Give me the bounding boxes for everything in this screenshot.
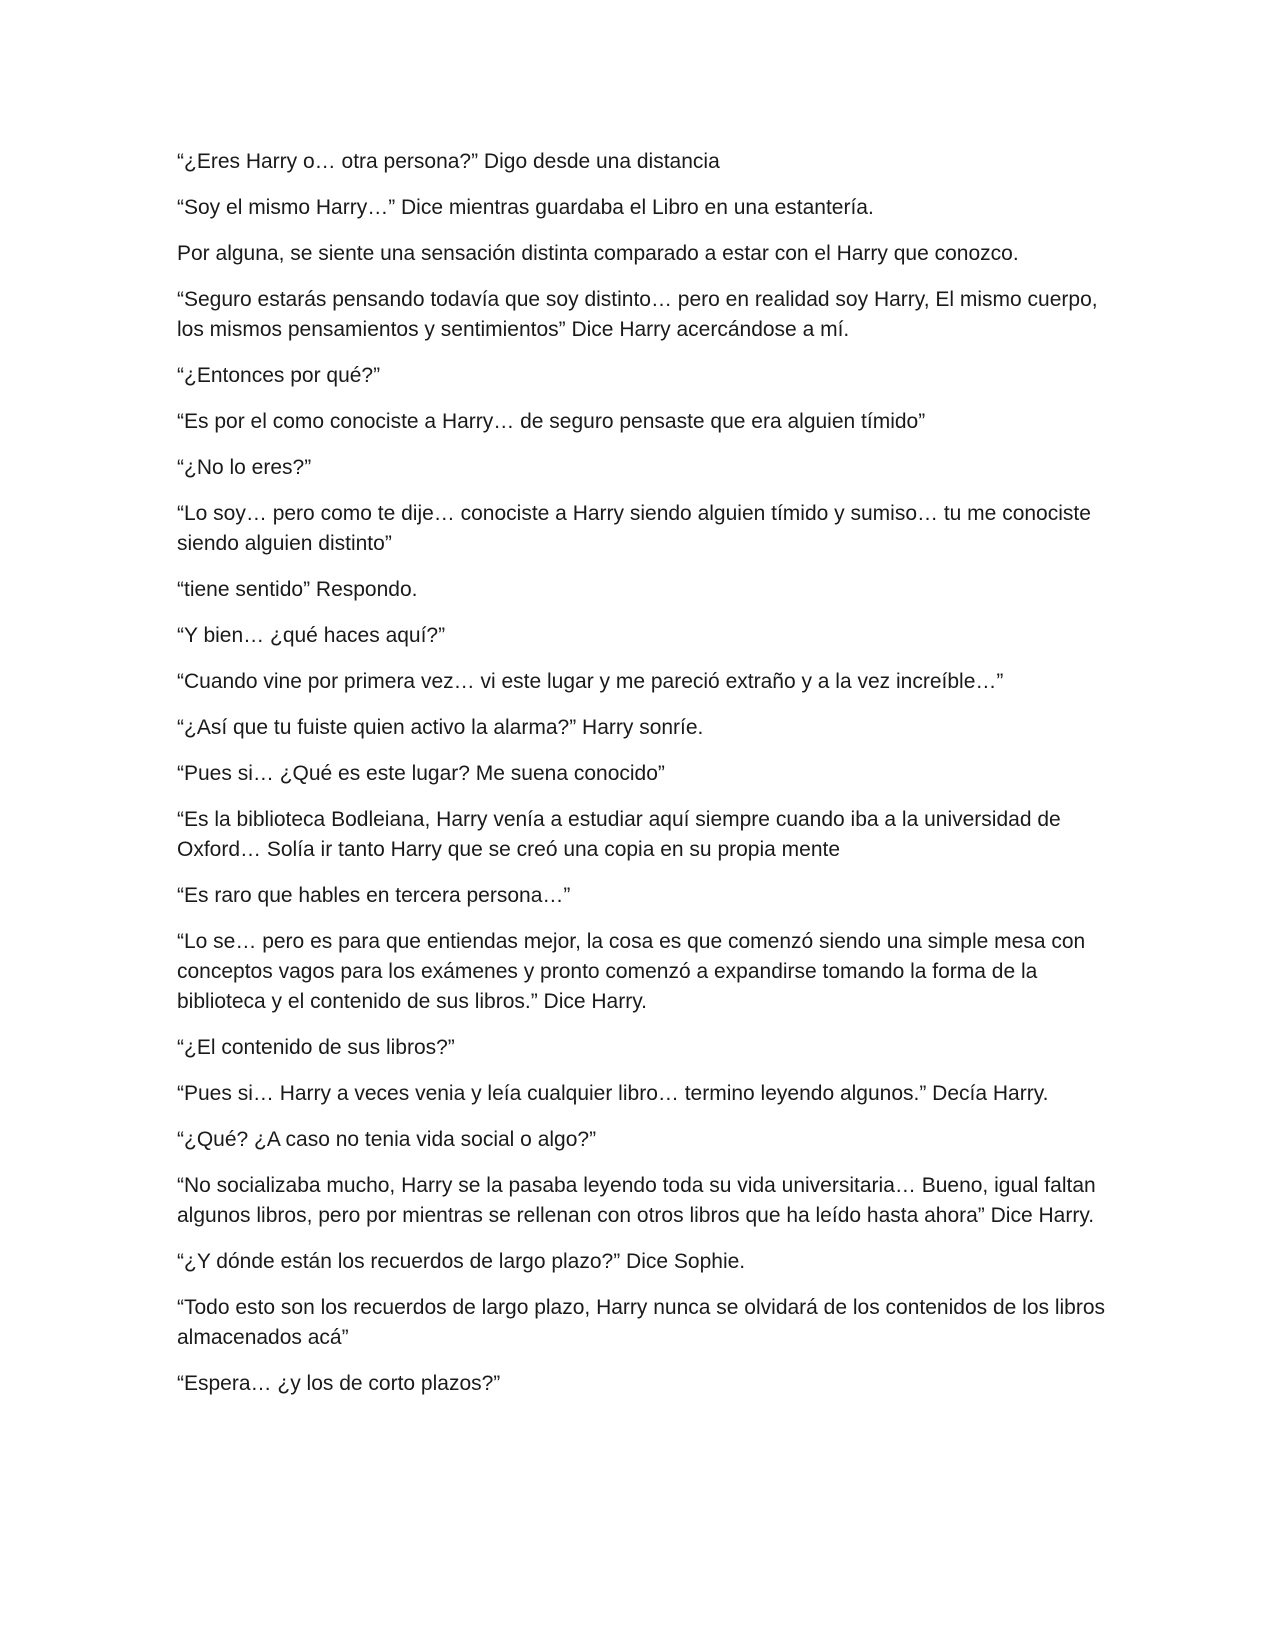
paragraph: Por alguna, se siente una sensación distinta comparado a estar con el Harry que conozco. [177,242,1019,265]
paragraph: “Es raro que hables en tercera persona…” [177,884,571,907]
paragraph: “¿No lo eres?” [177,456,312,479]
paragraph: “No socializaba mucho, Harry se la pasaba leyendo toda su vida universitaria… Bueno, igual faltan algunos libros, pero por mientras se rellenan con otros libros que ha leído hasta ahora” Dice Harry. [177,1174,1096,1227]
paragraph: “¿Entonces por qué?” [177,364,381,387]
paragraph: “Espera… ¿y los de corto plazos?” [177,1372,501,1395]
paragraph: “Es la biblioteca Bodleiana, Harry venía a estudiar aquí siempre cuando iba a la universidad de Oxford… Solía ir tanto Harry que se creó una copia en su propia mente [177,808,1061,861]
paragraph: “Es por el como conociste a Harry… de seguro pensaste que era alguien tímido” [177,410,926,433]
paragraph: “Todo esto son los recuerdos de largo plazo, Harry nunca se olvidará de los contenidos de los libros almacenados acá” [177,1296,1106,1349]
paragraph: “Pues si… Harry a veces venia y leía cualquier libro… termino leyendo algunos.” Decía Harry. [177,1082,1049,1105]
paragraph: “Lo soy… pero como te dije… conociste a Harry siendo alguien tímido y sumiso… tu me conociste siendo alguien distinto” [177,502,1091,555]
document-body [177,147,1107,1415]
paragraph: “Pues si… ¿Qué es este lugar? Me suena conocido” [177,762,665,785]
paragraph: “¿Y dónde están los recuerdos de largo plazo?” Dice Sophie. [177,1250,746,1273]
paragraph: “Lo se… pero es para que entiendas mejor, la cosa es que comenzó siendo una simple mesa con conceptos vagos para los exámenes y pronto comenzó a expandirse tomando la forma de la biblioteca y el contenido de sus libros.” Dice Harry. [177,930,1086,1013]
paragraph: “¿Así que tu fuiste quien activo la alarma?” Harry sonríe. [177,716,704,739]
paragraph: “¿Eres Harry o… otra persona?” Digo desde una distancia [177,150,720,173]
paragraph: “¿El contenido de sus libros?” [177,1036,455,1059]
paragraph: “Seguro estarás pensando todavía que soy distinto… pero en realidad soy Harry, El mismo cuerpo, los mismos pensamientos y sentimientos” Dice Harry acercándose a mí. [177,288,1098,341]
paragraph: “Y bien… ¿qué haces aquí?” [177,624,446,647]
paragraph: “Cuando vine por primera vez… vi este lugar y me pareció extraño y a la vez increíble…” [177,670,1004,693]
paragraph: “Soy el mismo Harry…” Dice mientras guardaba el Libro en una estantería. [177,196,874,219]
paragraph: “tiene sentido” Respondo. [177,578,418,601]
paragraph: “¿Qué? ¿A caso no tenia vida social o algo?” [177,1128,597,1151]
